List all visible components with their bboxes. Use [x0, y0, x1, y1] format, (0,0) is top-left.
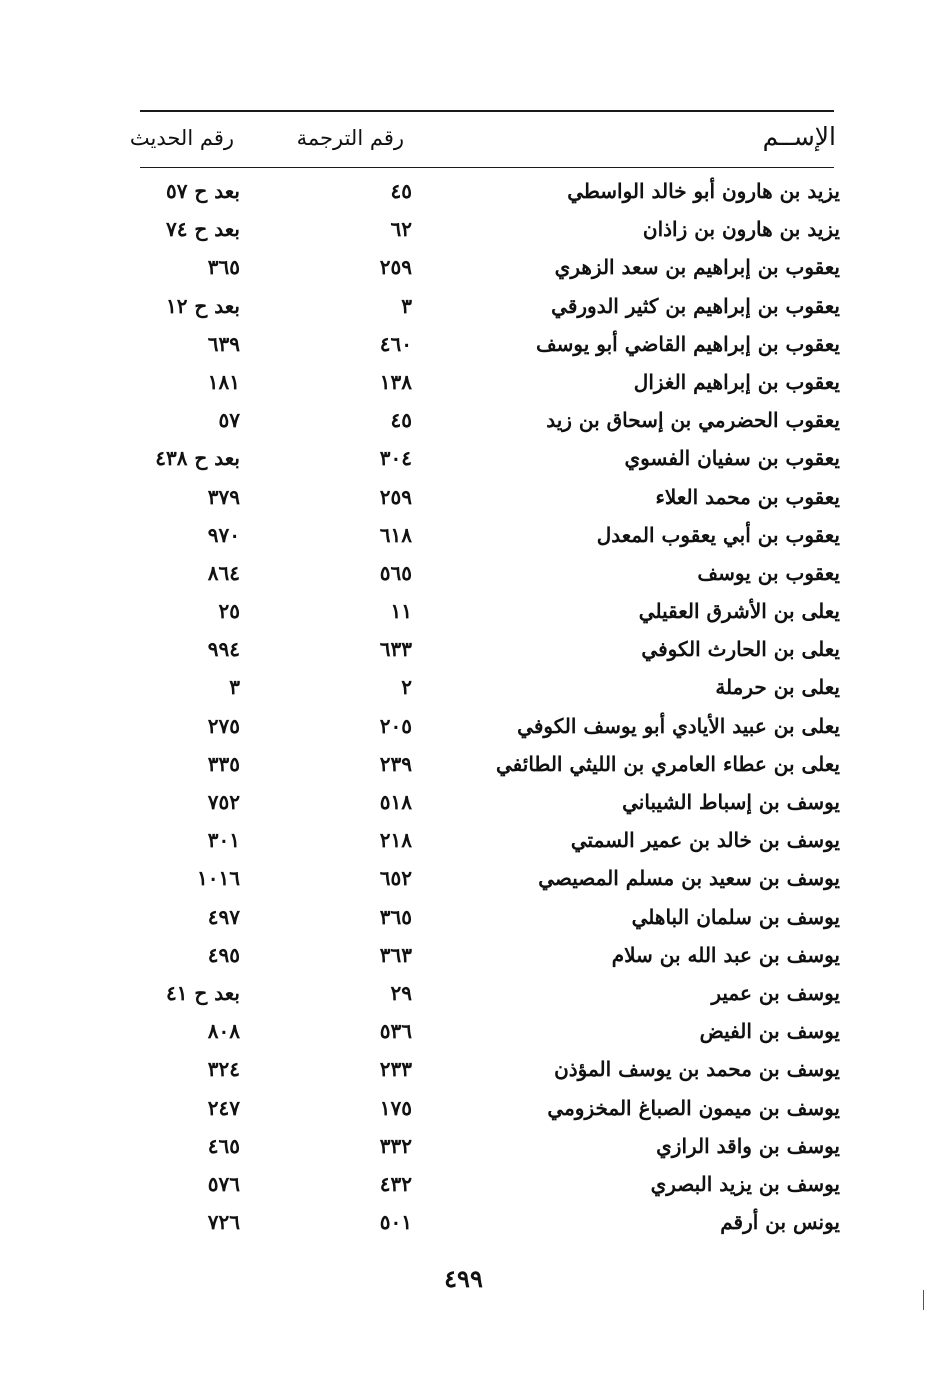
- row-name: يعلى بن عطاء العامري بن الليثي الطائفي: [495, 751, 840, 776]
- header-tarjama-number: رقم الترجمة: [296, 126, 404, 150]
- row-name: يعقوب بن يوسف: [697, 560, 840, 585]
- row-name: يعلى بن عبيد الأيادي أبو يوسف الكوفي: [517, 713, 840, 738]
- row-tarjama-number: ٢٩: [390, 980, 412, 1005]
- row-hadith-number: ١٨١: [207, 369, 240, 394]
- table-row: [130, 901, 840, 939]
- table-row: [130, 442, 840, 480]
- row-hadith-number: ٦٣٩: [207, 331, 240, 356]
- row-tarjama-number: ٥٠١: [379, 1210, 412, 1235]
- row-hadith-number: ٣٣٥: [207, 751, 240, 776]
- header-name: الإســم: [762, 122, 836, 151]
- row-tarjama-number: ١١: [390, 599, 412, 624]
- row-hadith-number: ١٠١٦: [197, 866, 240, 891]
- row-hadith-number: ٥٧: [218, 408, 240, 433]
- row-name: يعلى بن الأشرق العقيلي: [638, 599, 840, 624]
- table-row: [130, 404, 840, 442]
- table-row: [130, 290, 840, 328]
- row-hadith-number: ٩٧٠: [207, 522, 240, 547]
- table-row: [130, 748, 840, 786]
- row-tarjama-number: ٦٢: [390, 217, 412, 242]
- page-number: ٤٩٩: [444, 1264, 483, 1293]
- row-name: يوسف بن سلمان الباهلي: [631, 904, 840, 929]
- table-row: [130, 862, 840, 900]
- row-hadith-number: بعد ح ٧٤: [165, 217, 240, 242]
- row-name: يوسف بن سعيد بن مسلم المصيصي: [538, 866, 840, 891]
- row-name: يوسف بن الفيض: [699, 1019, 840, 1044]
- row-hadith-number: ٣٦٥: [207, 255, 240, 280]
- row-tarjama-number: ٣٣٢: [379, 1133, 412, 1158]
- row-name: يوسف بن خالد بن عمير السمتي: [570, 828, 840, 853]
- row-hadith-number: ٣٢٤: [207, 1057, 240, 1082]
- row-tarjama-number: ٢٥٩: [379, 484, 412, 509]
- row-tarjama-number: ٣٦٥: [379, 904, 412, 929]
- row-name: يوسف بن ميمون الصباغ المخزومي: [547, 1095, 840, 1120]
- row-tarjama-number: ٤٥: [390, 408, 412, 433]
- row-hadith-number: ٧٢٦: [207, 1210, 240, 1235]
- table-row: [130, 1053, 840, 1091]
- table-row: [130, 1168, 840, 1206]
- table-row: [130, 1206, 840, 1244]
- table-row: [130, 1015, 840, 1053]
- top-rule: [140, 110, 834, 112]
- row-tarjama-number: ١٣٨: [379, 369, 412, 394]
- row-name: يزيد بن هارون بن زاذان: [642, 217, 840, 242]
- row-tarjama-number: ٦١٨: [379, 522, 412, 547]
- row-hadith-number: بعد ح ٤٣٨: [155, 446, 240, 471]
- row-hadith-number: ٧٥٢: [207, 790, 240, 814]
- row-tarjama-number: ٢١٨: [379, 828, 412, 853]
- row-tarjama-number: ٢٠٥: [379, 713, 412, 738]
- row-tarjama-number: ٣: [401, 293, 412, 318]
- table-row: [130, 1092, 840, 1130]
- table-row: [130, 977, 840, 1015]
- row-hadith-number: ٢٤٧: [207, 1095, 240, 1120]
- table-row: [130, 328, 840, 366]
- row-tarjama-number: ٤٥: [390, 179, 412, 203]
- table-row: [130, 366, 840, 404]
- row-hadith-number: ٣٠١: [207, 828, 240, 853]
- row-tarjama-number: ٢: [401, 675, 412, 700]
- row-tarjama-number: ٦٣٣: [379, 637, 412, 662]
- row-name: يزيد بن هارون أبو خالد الواسطي: [567, 179, 840, 203]
- row-hadith-number: ٨٦٤: [207, 560, 240, 585]
- table-row: [130, 633, 840, 671]
- row-tarjama-number: ٣٦٣: [379, 942, 412, 967]
- row-tarjama-number: ٢٣٣: [379, 1057, 412, 1082]
- table-row: [130, 671, 840, 709]
- row-name: يعلى بن حرملة: [715, 675, 840, 700]
- row-name: يعلى بن الحارث الكوفي: [641, 637, 840, 662]
- header-rule: [140, 167, 834, 168]
- row-tarjama-number: ٢٣٩: [379, 751, 412, 776]
- row-name: يوسف بن محمد بن يوسف المؤذن: [554, 1057, 840, 1082]
- row-tarjama-number: ٥٦٥: [379, 560, 412, 585]
- table-row: [130, 251, 840, 289]
- row-name: يوسف بن عبد الله بن سلام: [611, 942, 840, 967]
- index-table-body: [130, 175, 840, 1244]
- table-row: [130, 519, 840, 557]
- table-row: [130, 481, 840, 519]
- row-tarjama-number: ٢٥٩: [379, 255, 412, 280]
- row-name: يعقوب بن محمد العلاء: [655, 484, 840, 509]
- row-tarjama-number: ٥٣٦: [379, 1019, 412, 1044]
- row-hadith-number: ٣٧٩: [207, 484, 240, 509]
- row-hadith-number: ٢٧٥: [207, 713, 240, 738]
- row-tarjama-number: ١٧٥: [379, 1095, 412, 1120]
- row-name: يونس بن أرقم: [720, 1210, 840, 1235]
- row-tarjama-number: ٣٠٤: [379, 446, 412, 471]
- table-row: [130, 786, 840, 824]
- row-hadith-number: ٥٧٦: [207, 1171, 240, 1196]
- row-name: يوسف بن إسباط الشيباني: [622, 790, 840, 814]
- table-row: [130, 1130, 840, 1168]
- row-name: يوسف بن واقد الرازي: [656, 1133, 840, 1158]
- row-name: يعقوب بن إبراهيم بن سعد الزهري: [554, 255, 840, 280]
- table-row: [130, 557, 840, 595]
- table-row: [130, 710, 840, 748]
- table-row: [130, 213, 840, 251]
- row-name: يعقوب الحضرمي بن إسحاق بن زيد: [546, 408, 840, 433]
- table-row: [130, 175, 840, 213]
- row-hadith-number: ٣: [229, 675, 240, 700]
- row-hadith-number: ٨٠٨: [207, 1019, 240, 1044]
- row-name: يعقوب بن أبي يعقوب المعدل: [596, 522, 840, 547]
- row-tarjama-number: ٦٥٢: [379, 866, 412, 891]
- row-hadith-number: بعد ح ١٢: [165, 293, 240, 318]
- row-name: يوسف بن عمير: [711, 980, 840, 1005]
- row-hadith-number: ٤٩٧: [207, 904, 240, 929]
- row-hadith-number: بعد ح ٥٧: [165, 179, 240, 203]
- row-hadith-number: ٤٦٥: [207, 1133, 240, 1158]
- page-edge-mark: [923, 1290, 924, 1310]
- row-name: يعقوب بن سفيان الفسوي: [624, 446, 840, 471]
- row-hadith-number: ٩٩٤: [207, 637, 240, 662]
- header-hadith-number: رقم الحديث: [129, 126, 234, 150]
- table-row: [130, 595, 840, 633]
- table-header: [130, 118, 840, 162]
- row-tarjama-number: ٤٦٠: [379, 331, 412, 356]
- row-hadith-number: ٤٩٥: [207, 942, 240, 967]
- row-name: يوسف بن يزيد البصري: [650, 1171, 840, 1196]
- row-name: يعقوب بن إبراهيم القاضي أبو يوسف: [535, 331, 840, 356]
- row-hadith-number: بعد ح ٤١: [165, 980, 240, 1005]
- row-tarjama-number: ٥١٨: [379, 790, 412, 814]
- row-name: يعقوب بن إبراهيم الغزال: [633, 369, 840, 394]
- table-row: [130, 939, 840, 977]
- row-tarjama-number: ٤٣٢: [379, 1171, 412, 1196]
- row-name: يعقوب بن إبراهيم بن كثير الدورقي: [551, 293, 840, 318]
- table-row: [130, 824, 840, 862]
- row-hadith-number: ٢٥: [218, 599, 240, 624]
